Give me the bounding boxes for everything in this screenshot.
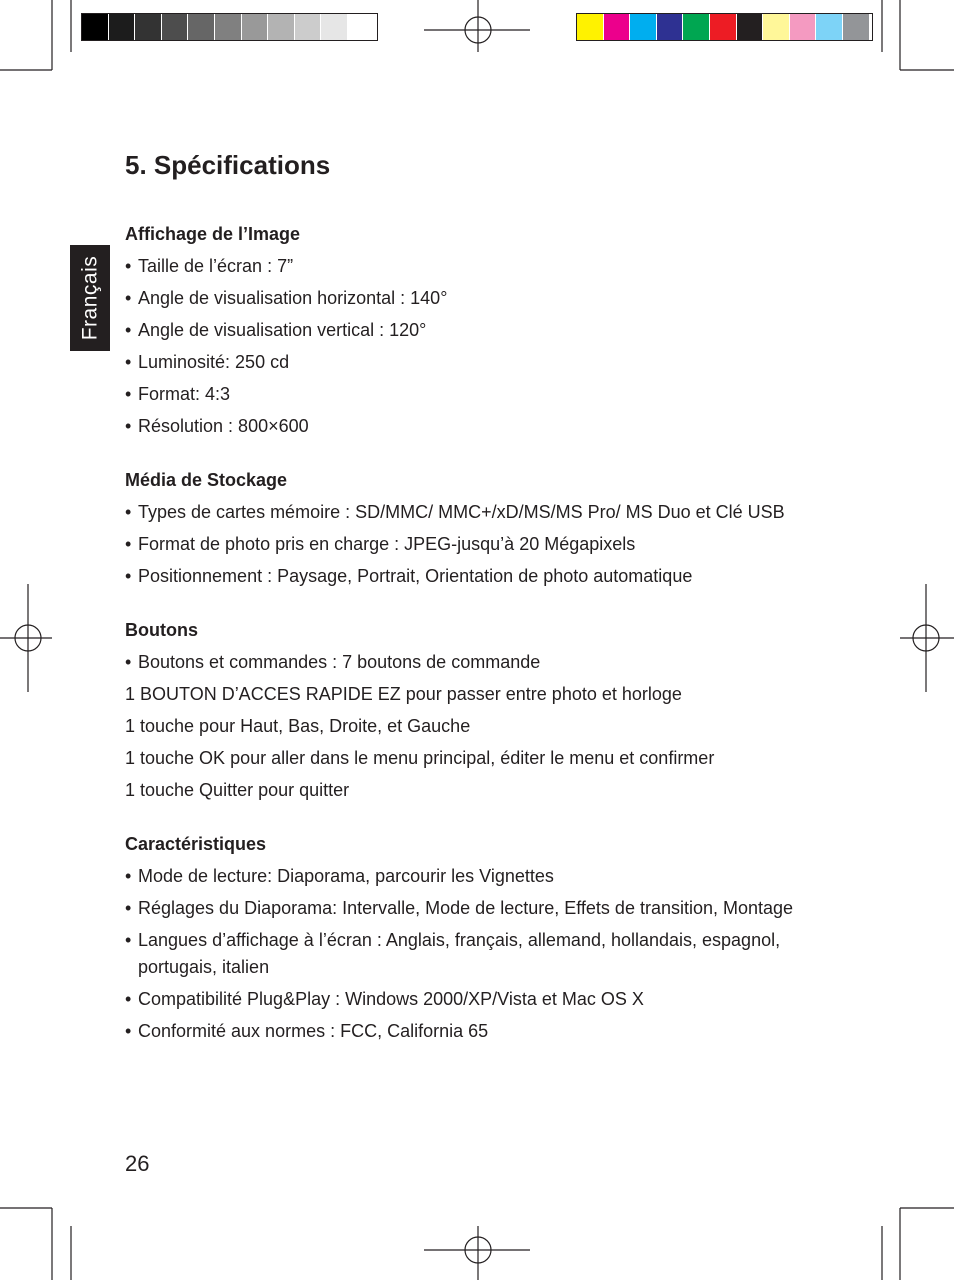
- bullet-icon: •: [125, 383, 132, 404]
- bullet-icon: •: [125, 865, 132, 886]
- section-storage: [125, 464, 845, 592]
- bullet-icon: •: [125, 501, 132, 522]
- section-features: [125, 828, 845, 1047]
- list-item: • Langues d’affichage à l’écran : Anglais, français, allemand, hollandais, espagnol, portugais, italien: [125, 924, 845, 983]
- list-item: • Angle de visualisation vertical : 120°: [125, 314, 845, 346]
- bullet-icon: •: [125, 988, 132, 1009]
- language-tab: [70, 245, 110, 351]
- text-line: 1 touche Quitter pour quitter: [125, 780, 350, 800]
- section-heading: Caractéristiques: [125, 834, 267, 854]
- list-item: • Boutons et commandes : 7 boutons de commande: [125, 646, 845, 678]
- list-item: • Mode de lecture: Diaporama, parcourir les Vignettes: [125, 860, 845, 892]
- list-item: • Types de cartes mémoire : SD/MMC/ MMC+/xD/MS/MS Pro/ MS Duo et Clé USB: [125, 496, 845, 528]
- page-number: 26: [125, 1151, 150, 1176]
- text-line: 1 touche pour Haut, Bas, Droite, et Gauche: [125, 716, 471, 736]
- section-heading: Affichage de l’Image: [125, 224, 301, 244]
- list-item: • Format de photo pris en charge : JPEG-jusqu’à 20 Mégapixels: [125, 528, 845, 560]
- text-line: 1 BOUTON D’ACCES RAPIDE EZ pour passer entre photo et horloge: [125, 684, 682, 704]
- bullet-icon: •: [125, 255, 132, 276]
- list-item: • Conformité aux normes : FCC, California 65: [125, 1015, 845, 1047]
- section-heading: Média de Stockage: [125, 470, 288, 490]
- list-item: • Compatibilité Plug&Play : Windows 2000/XP/Vista et Mac OS X: [125, 983, 845, 1015]
- bullet-icon: •: [125, 415, 132, 436]
- language-tab-label: Français: [78, 255, 101, 341]
- bullet-icon: •: [125, 319, 132, 340]
- spec-content: [125, 148, 845, 1069]
- registration-mark-left: [0, 584, 52, 692]
- bullet-icon: •: [125, 651, 132, 672]
- section-heading: Boutons: [125, 620, 198, 640]
- bullet-icon: •: [125, 1020, 132, 1041]
- bullet-icon: •: [125, 351, 132, 372]
- section-display: [125, 218, 845, 442]
- registration-mark-right: [900, 584, 954, 692]
- list-item: • Positionnement : Paysage, Portrait, Orientation de photo automatique: [125, 560, 845, 592]
- bullet-icon: •: [125, 533, 132, 554]
- bullet-icon: •: [125, 897, 132, 918]
- list-item: • Réglages du Diaporama: Intervalle, Mode de lecture, Effets de transition, Montage: [125, 892, 845, 924]
- list-item: • Angle de visualisation horizontal : 140°: [125, 282, 845, 314]
- list-item: • Taille de l’écran : 7”: [125, 250, 845, 282]
- list-item: • Format: 4:3: [125, 378, 845, 410]
- registration-mark-bottom: [424, 1226, 530, 1280]
- text-line: 1 touche OK pour aller dans le menu principal, éditer le menu et confirmer: [125, 748, 715, 768]
- list-item: • Luminosité: 250 cd: [125, 346, 845, 378]
- section-buttons: [125, 614, 845, 806]
- page-title: 5. Spécifications: [125, 150, 331, 180]
- registration-mark-top: [424, 0, 530, 52]
- bullet-icon: •: [125, 929, 132, 950]
- list-item: • Résolution : 800×600: [125, 410, 845, 442]
- bullet-icon: •: [125, 287, 132, 308]
- bullet-icon: •: [125, 565, 132, 586]
